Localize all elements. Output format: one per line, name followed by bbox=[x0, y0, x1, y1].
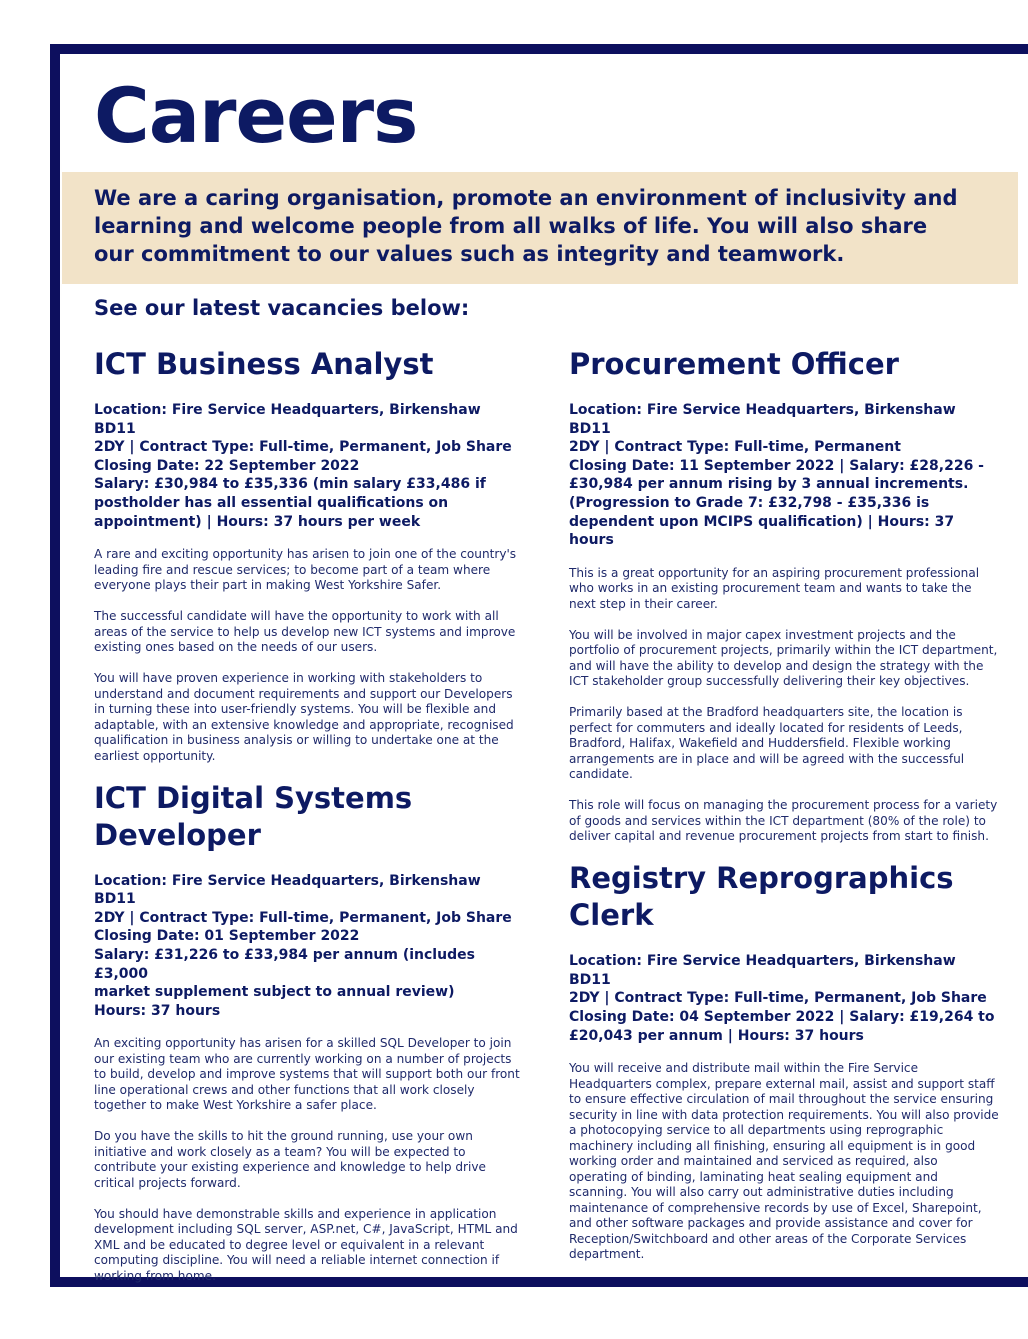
job-paragraph: Do you have the skills to hit the ground running, use your own initiative and work closely as a team? You will be expected to contribute your existing experience and knowledge to help drive critical projects forward. bbox=[94, 1129, 486, 1190]
job-detail-line: Location: Fire Service Headquarters, Birkenshaw BD11 bbox=[94, 872, 481, 908]
left-column bbox=[94, 346, 524, 1300]
job-detail-line: Hours: 37 hours bbox=[94, 1002, 221, 1019]
job-paragraph: An exciting opportunity has arisen for a skilled SQL Developer to join our existing team who are currently working on a number of projects to build, develop and improve systems that will support both our front line operational crews and other functions that all work closely together to make West Yorkshire a safer place. bbox=[94, 1036, 520, 1113]
job-paragraph: Primarily based at the Bradford headquarters site, the location is perfect for commuters and ideally located for residents of Leeds, Bradford, Halifax, Wakefield and Huddersfield. Flexible working arrangements are in place and will be agreed with the successful candidate. bbox=[569, 705, 965, 782]
job-paragraph: You will receive and distribute mail within the Fire Service Headquarters complex, prepare external mail, assist and support staff to ensure effective circulation of mail throughout the service ensuring security in line with data protection requirements. You will also provide a photocopying service to all departments using reprographic machinery including all finishing, ensuring all equipment is in good working order and maintained and serviced as required, also operating of binding, laminating heat sealing equipment and scanning. You will also carry out administrative duties including maintenance of comprehensive records by use of Excel, Sharepoint, and other software packages and provide assistance and cover for Reception/Switchboard and other areas of the Corporate Services department. bbox=[569, 1061, 999, 1262]
job-paragraph: This is a great opportunity for an aspiring procurement professional who works in an existing procurement team and wants to take the next step in their career. bbox=[569, 565, 980, 611]
job-detail-line: 2DY | Contract Type: Full-time, Permanent bbox=[569, 439, 901, 456]
job-title: Procurement Officer bbox=[569, 347, 899, 381]
job-ict-digital-systems-developer bbox=[94, 780, 524, 1285]
job-description bbox=[94, 547, 524, 764]
job-description bbox=[569, 1061, 999, 1263]
intro-text: We are a caring organisation, promote an environment of inclusivity and learning and welcome people from all walks of life. You will also share our commitment to our values such as integrity and teamwork. bbox=[94, 186, 958, 266]
job-detail-line: 2DY | Contract Type: Full-time, Permanent, Job Share bbox=[569, 990, 987, 1007]
job-detail-line: Location: Fire Service Headquarters, Birkenshaw BD11 bbox=[569, 402, 956, 437]
vacancies-heading: See our latest vacancies below: bbox=[94, 296, 470, 320]
job-paragraph: You should have demonstrable skills and experience in application development including SQL server, ASP.net, C#, JavaScript, HTML and XML and be educated to degree level or equivalent in a relevant computing discipline. You will need a reliable internet connection if working from home. bbox=[94, 1206, 518, 1283]
intro-banner bbox=[62, 172, 1018, 284]
job-paragraph: You will have proven experience in working with stakeholders to understand and document requirements and support our Developers in turning these into user-friendly systems. You will be flexible and adaptable, with an extensive knowledge and appropriate, recognised qualification in business analysis or willing to undertake one at the earliest opportunity. bbox=[94, 671, 514, 763]
job-detail-line: Salary: £31,226 to £33,984 per annum (includes £3,000 bbox=[94, 947, 475, 982]
job-detail-line: Closing Date: 04 September 2022 | Salary: £19,264 to bbox=[569, 1009, 995, 1026]
job-detail-line: 2DY | Contract Type: Full-time, Permanent, Job Share bbox=[94, 909, 512, 926]
job-details bbox=[569, 401, 999, 550]
job-detail-line: Closing Date: 11 September 2022 | Salary: £28,226 - bbox=[569, 457, 984, 474]
job-paragraph: The successful candidate will have the opportunity to work with all areas of the service to help us develop new ICT systems and improve existing ones based on the needs of our users. bbox=[94, 609, 516, 655]
job-details bbox=[94, 401, 524, 531]
job-detail-line: Location: Fire Service Headquarters, Birkenshaw BD11 bbox=[94, 402, 481, 437]
job-title: ICT Digital Systems Developer bbox=[94, 780, 413, 852]
job-detail-line: appointment) | Hours: 37 hours per week bbox=[94, 513, 421, 530]
job-registry-reprographics-clerk bbox=[569, 860, 999, 1262]
job-title: Registry Reprographics Clerk bbox=[569, 861, 954, 933]
job-detail-line: Closing Date: 01 September 2022 bbox=[94, 928, 360, 945]
job-detail-line: £30,984 per annum rising by 3 annual increments. bbox=[569, 476, 969, 493]
job-detail-line: Salary: £30,984 to £35,336 (min salary £33,486 if bbox=[94, 476, 486, 493]
job-details bbox=[94, 872, 524, 1021]
job-detail-line: dependent upon MCIPS qualification) | Hours: 37 hours bbox=[569, 513, 955, 549]
job-detail-line: 2DY | Contract Type: Full-time, Permanent, Job Share bbox=[94, 439, 512, 456]
job-paragraph: A rare and exciting opportunity has arisen to join one of the country's leading fire and rescue services; to become part of a team where everyone plays their part in making West Yorkshire Safer. bbox=[94, 547, 517, 593]
page-title: Careers bbox=[94, 71, 418, 160]
job-detail-line: £20,043 per annum | Hours: 37 hours bbox=[569, 1027, 864, 1044]
right-column bbox=[569, 346, 999, 1278]
job-paragraph: You will be involved in major capex investment projects and the portfolio of procurement projects, primarily within the ICT department, and will have the ability to develop and design the strategy with the ICT stakeholder group successfully delivering their key objectives. bbox=[569, 627, 998, 689]
job-procurement-officer bbox=[569, 346, 999, 845]
job-details bbox=[569, 952, 999, 1045]
job-detail-line: postholder has all essential qualifications on bbox=[94, 494, 449, 511]
job-detail-line: Closing Date: 22 September 2022 bbox=[94, 457, 360, 474]
job-detail-line: market supplement subject to annual review) bbox=[94, 984, 455, 1001]
job-ict-business-analyst bbox=[94, 346, 524, 764]
job-title: ICT Business Analyst bbox=[94, 347, 434, 381]
job-paragraph: This role will focus on managing the procurement process for a variety of goods and services within the ICT department (80% of the role) to deliver capital and revenue procurement projects from start to finish. bbox=[569, 798, 998, 844]
job-description bbox=[569, 566, 999, 845]
job-description bbox=[94, 1036, 524, 1284]
job-detail-line: Location: Fire Service Headquarters, Birkenshaw BD11 bbox=[569, 953, 956, 988]
job-detail-line: (Progression to Grade 7: £32,798 - £35,336 is bbox=[569, 494, 930, 511]
